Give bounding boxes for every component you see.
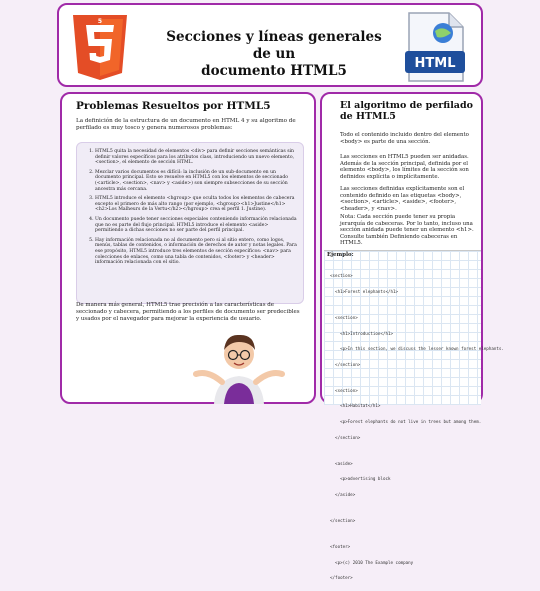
header-banner (57, 3, 483, 87)
problems-title: Problemas Resueltos por HTML5 (76, 100, 271, 112)
logo-5-text: 5 (97, 18, 103, 25)
code-line: <p>In this section, we discuss the lesser known forest elephants. (330, 346, 504, 352)
page-title-line1: Secciones y líneas generales de un (166, 29, 382, 62)
code-example-lines (330, 263, 504, 591)
code-line: <footer> (330, 543, 351, 549)
code-line: <p>Forest elephants do not live in trees but among them. (330, 419, 482, 425)
algorithm-paragraph-3: Las secciones definidas explícitamente son el contenido definido en las etiquetas <body>, <section>, <article>, <aside>, <footer>, <header>, y <nav>. (340, 186, 465, 212)
problem-item-1: 1. HTML5 quita la necesidad de elementos <div> para definir secciones semánticas sin definir valores específicos para los atributos class, introduciendo un nuevo elemento, <section>, el elemento de sección HTML. (95, 149, 297, 166)
page-title (159, 29, 389, 80)
code-line: <aside> (330, 460, 353, 466)
algorithm-panel (320, 92, 504, 581)
html5-logo-icon (71, 15, 129, 81)
code-example-box (324, 250, 504, 581)
problems-list-box (76, 142, 304, 304)
code-line: <h1>Introduction</h1> (330, 330, 394, 336)
code-line: <p>advertising block (330, 476, 391, 482)
algorithm-paragraph-1: Todo el contenido incluido dentro del elemento <body> es parte de una sección. (340, 132, 469, 145)
problems-conclusion: De manera más general, HTML5 trae precisión a las características de seccionado y cabecera, permitiendo a los perfiles de documento ser predecibles y usados por el navegador para mejorar la experiencia de usuario. (76, 302, 300, 322)
problems-intro: La definición de la estructura de un documento en HTML 4 y su algoritmo de perfilado es muy tosco y genera numerosos problemas: (76, 118, 296, 131)
html-file-icon (403, 11, 467, 83)
code-line: </aside> (330, 491, 356, 497)
code-line: <section> (330, 387, 358, 393)
algorithm-paragraph-2: Las secciones en HTML5 pueden ser anidadas. Además de la sección principal, definida por el elemento <body>, los límites de la sección son definidos explícita o implícitamente. (340, 154, 469, 180)
cartoon-developer-figure (194, 326, 284, 404)
code-line: </footer> (330, 575, 353, 581)
code-line: </section> (330, 517, 356, 523)
algorithm-title: El algoritmo de perfilado de HTML5 (340, 100, 473, 122)
code-example-label: Ejemplo: (327, 252, 354, 258)
problems-list (77, 143, 303, 266)
page-title-line2: documento HTML5 (201, 63, 347, 79)
code-line: <section> (330, 315, 358, 321)
problem-item-2: 2. Mezclar varios documentos es difícil: la inclusión de un sub-documento en un documento principal. Esto se resuelve en HTML5 con los elementos de seccionado (<article>, <section>, <nav> y <aside>) son siempre subsecciones de su sección ancestra más cercana. (95, 170, 297, 192)
problem-item-4: 4. Un documento puede tener secciones especiales conteniendo información relacionada que no es parte del flujo principal. HTML5 introduce el elemento <aside> permitiendo a dichas secciones no ser parte del perfil principal. (95, 217, 297, 234)
problems-panel (60, 92, 316, 404)
code-line: <h1>Forest elephants</h1> (330, 289, 399, 295)
code-line: <p>(c) 2010 The Example company (330, 559, 414, 565)
code-line: </section> (330, 434, 361, 440)
code-line: <h1>Habitat</h1> (330, 403, 381, 409)
code-line: </section> (330, 361, 361, 367)
problem-item-5: 5. Hay información relacionada no al documento pero si al sitio entero, como logos, menús, tablas de contenidos, o información de derechos de autor y notas legales. Para ese propósito, HTML5 introduce tres elementos de sección específicos: <nav> para colecciones de enlaces, como una tabla de contenidos, <footer> y <header> información relacionada con el sitio. (95, 238, 297, 266)
algorithm-note: Nota: Cada sección puede tener su propia jerarquía de cabeceras. Por lo tanto, incluso una sección anidada puede tener un elemento <h1>. Consulte también Definiendo cabeceras en HTML5. (340, 214, 474, 247)
html-logo-text: HTML (414, 56, 456, 71)
code-line: <section> (330, 273, 353, 279)
problem-item-3: 3. HTML5 introduce el elemento <hgroup> que oculta todos los elementos de cabecera excepto el primero de más alto rango (por ejemplo, <hgroup><h1>Justine</h1><h2>Los Malheurs de la Vertu</h2></hgroup> crea el perfil 1. Justine). (95, 196, 297, 213)
